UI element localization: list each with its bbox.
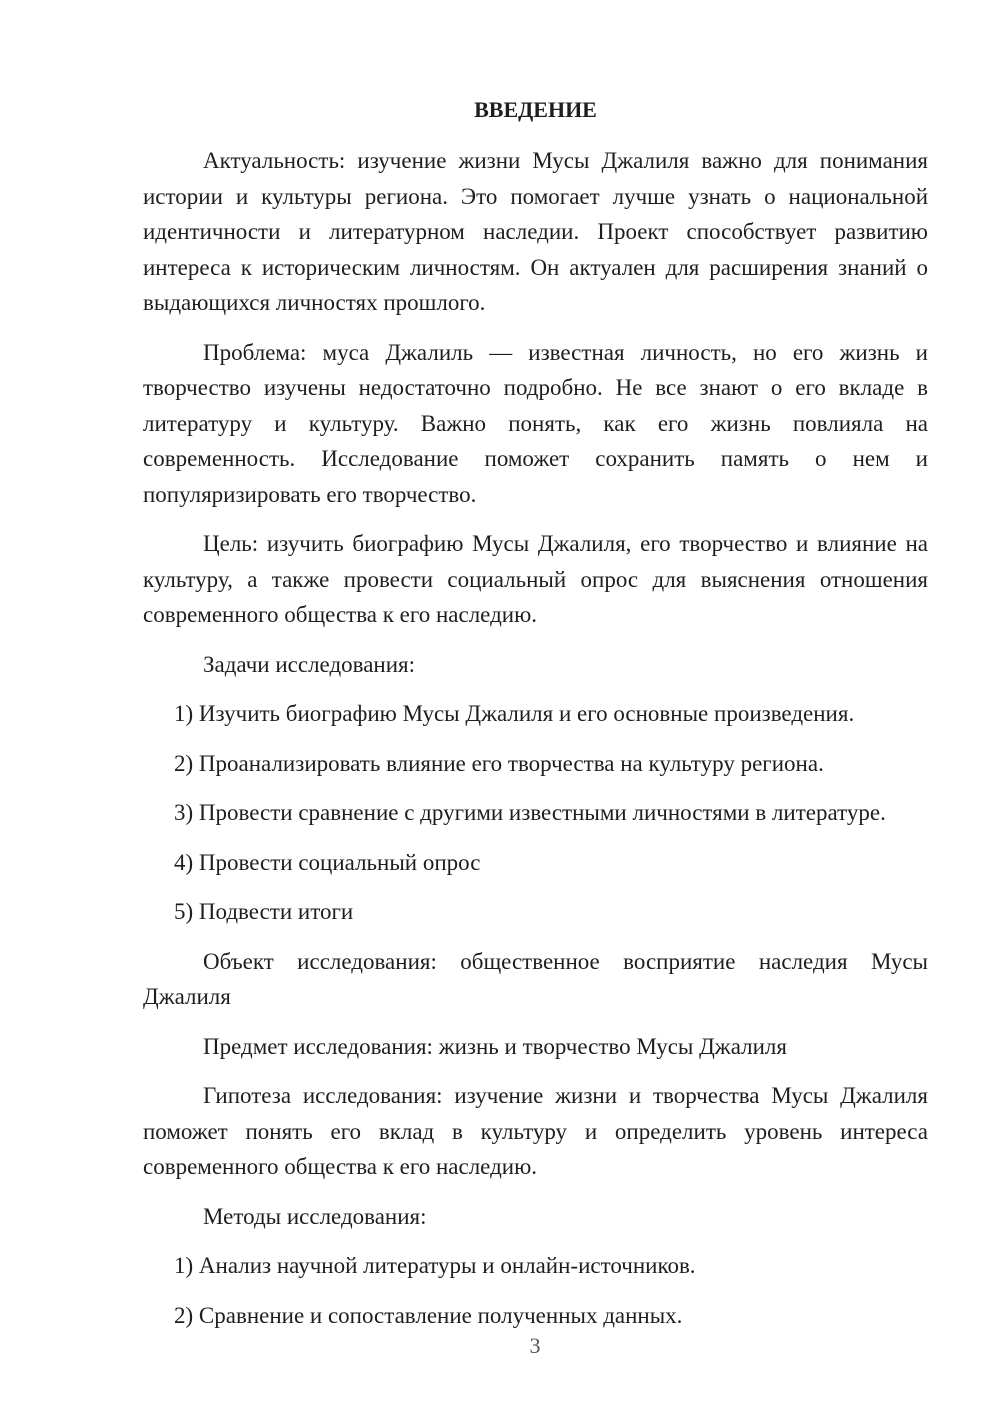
paragraph-methods-heading: Методы исследования: <box>203 1203 427 1229</box>
page-title: ВВЕДЕНИЕ <box>474 97 597 122</box>
task-item-4: 4) Провести социальный опрос <box>174 849 481 875</box>
paragraph-subject: Предмет исследования: жизнь и творчество Мусы Джалиля <box>203 1033 787 1059</box>
page-number: 3 <box>529 1333 541 1358</box>
paragraph-hypothesis: Гипотеза исследования: изучение жизни и творчества Мусы Джалиля поможет понять его вклад в культуру и определить уровень интереса современного общества к его наследию. <box>143 1083 928 1179</box>
paragraph-tasks-heading: Задачи исследования: <box>203 651 416 677</box>
task-item-2: 2) Проанализировать влияние его творчества на культуру региона. <box>174 750 824 776</box>
paragraph-object: Объект исследования: общественное восприятие наследия Мусы Джалиля <box>143 948 928 1009</box>
task-item-1: 1) Изучить биографию Мусы Джалиля и его основные произведения. <box>174 701 855 726</box>
document-page <box>143 96 928 1347</box>
paragraph-relevance: Актуальность: изучение жизни Мусы Джалиля важно для понимания истории и культуры региона. Это помогает лучше узнать о национальной идентичности и литературном наследии. Проект способствует развитию интереса к историческим личностям. Он актуален для расширения знаний о выдающихся личностях прошлого. <box>143 148 928 315</box>
method-item-2: 2) Сравнение и сопоставление полученных данных. <box>174 1302 683 1328</box>
method-item-1: 1) Анализ научной литературы и онлайн-источников. <box>174 1253 696 1278</box>
paragraph-problem: Проблема: муса Джалиль — известная личность, но его жизнь и творчество изучены недостаточно подробно. Не все знают о его вкладе в литературу и культуру. Важно понять, как его жизнь повлияла на современность. Исследование поможет сохранить память о нем и популяризировать его творчество. <box>143 339 928 507</box>
task-item-3: 3) Провести сравнение с другими известными личностями в литературе. <box>174 800 886 825</box>
paragraph-goal: Цель: изучить биографию Мусы Джалиля, его творчество и влияние на культуру, а также провести социальный опрос для выяснения отношения современного общества к его наследию. <box>143 531 928 627</box>
task-item-5: 5) Подвести итоги <box>174 899 354 924</box>
